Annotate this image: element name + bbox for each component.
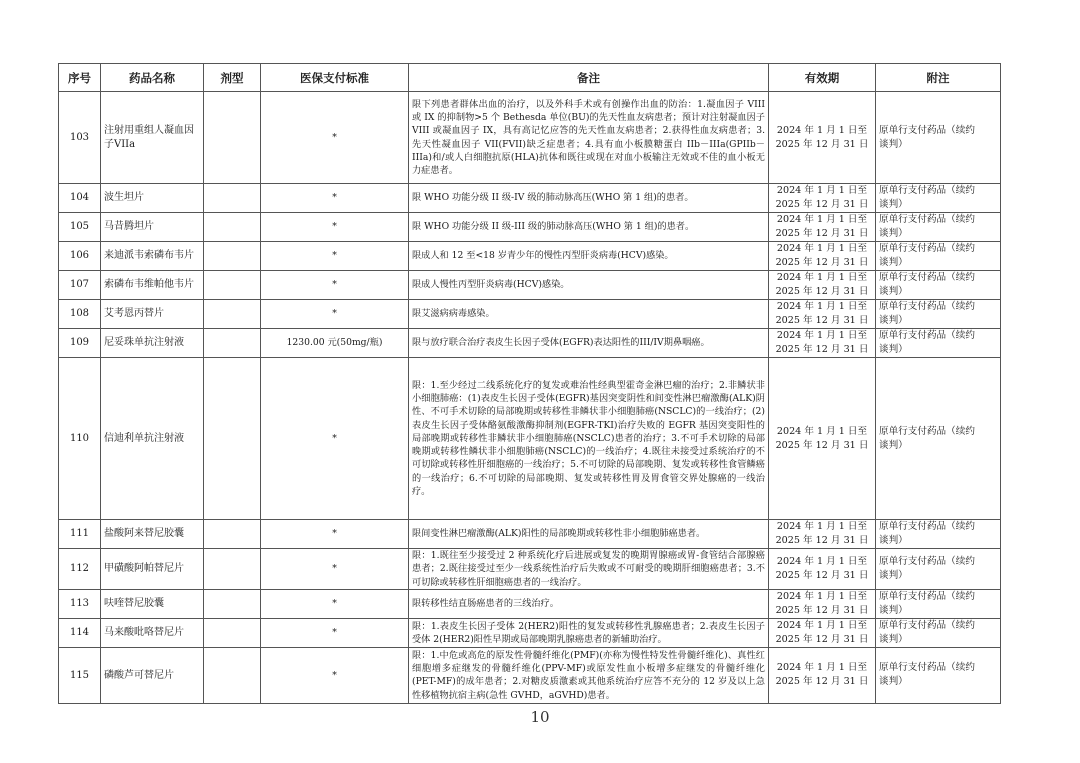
drug-name: 尼妥珠单抗注射液 [101, 329, 204, 358]
dosage-form [204, 92, 261, 184]
attachment-note [876, 520, 1001, 549]
drug-name: 马来酸吡咯替尼片 [101, 618, 204, 647]
validity-start: 2024 年 1 月 1 日至 [776, 185, 868, 196]
attachment-note-line2: 谈判） [879, 315, 908, 326]
drug-name: 盐酸阿来替尼胶囊 [101, 520, 204, 549]
attachment-note-line2: 谈判） [879, 439, 908, 451]
table-body [59, 92, 1001, 704]
drug-name: 磷酸芦可替尼片 [101, 647, 204, 703]
remarks: 限成人和 12 至<18 岁青少年的慢性丙型肝炎病毒(HCV)感染。 [409, 242, 769, 271]
validity-period [769, 589, 876, 618]
attachment-note [876, 300, 1001, 329]
remarks: 限：1.至少经过二线系统化疗的复发或难治性经典型霍奇金淋巴瘤的治疗；2.非鳞状非小细胞肺癌：(1)表皮生长因子受体(EGFR)基因突变阴性和间变性淋巴瘤激酶(ALK)阴性、不可手术切除的局部晚期或转移性非鳞状非小细胞肺癌(NSCLC)的一线治疗；(2)表皮生长因子受体酪氨酸激酶抑制剂(EGFR-TKI)治疗失败的 EGFR 基因突变阳性的局部晚期或转移性非鳞状非小细胞肺癌(NSCLC)患者的治疗；3.不可手术切除的局部晚期或转移性鳞状非小细胞肺癌(NSCLC)的一线治疗；4.既往未接受过系统治疗的不可切除或转移性肝细胞癌的一线治疗；5.不可切除的局部晚期、复发或转移性食管鳞癌的一线治疗；6.不可切除的局部晚期、复发或转移性胃及胃食管交界处腺癌的一线治疗。 [409, 358, 769, 520]
payment-standard: * [261, 647, 409, 703]
drug-name: 艾考恩丙替片 [101, 300, 204, 329]
validity-period [769, 271, 876, 300]
payment-standard: * [261, 184, 409, 213]
row-number: 114 [59, 618, 101, 647]
attachment-note-line2: 谈判） [879, 344, 908, 355]
attachment-note [876, 647, 1001, 703]
validity-start: 2024 年 1 月 1 日至 [776, 425, 868, 437]
remarks: 限转移性结直肠癌患者的三线治疗。 [409, 589, 769, 618]
payment-standard: * [261, 520, 409, 549]
page-number: 10 [530, 708, 550, 726]
header-no: 序号 [59, 64, 101, 92]
table-row [59, 213, 1001, 242]
attachment-note-line2: 谈判） [879, 199, 908, 210]
attachment-note-line1: 原单行支付药品（续约 [879, 662, 975, 674]
header-payment-standard: 医保支付标准 [261, 64, 409, 92]
drug-name: 注射用重组人凝血因子VIIa [101, 92, 204, 184]
validity-end: 2025 年 12 月 31 日 [775, 676, 869, 688]
validity-end: 2025 年 12 月 31 日 [775, 344, 869, 355]
table-row [59, 618, 1001, 647]
validity-period [769, 549, 876, 590]
dosage-form [204, 647, 261, 703]
dosage-form [204, 549, 261, 590]
validity-start: 2024 年 1 月 1 日至 [776, 301, 868, 312]
validity-start: 2024 年 1 月 1 日至 [776, 214, 868, 225]
remarks: 限艾滋病病毒感染。 [409, 300, 769, 329]
remarks: 限成人慢性丙型肝炎病毒(HCV)感染。 [409, 271, 769, 300]
validity-start: 2024 年 1 月 1 日至 [776, 272, 868, 283]
validity-end: 2025 年 12 月 31 日 [775, 535, 869, 546]
dosage-form [204, 300, 261, 329]
row-number: 106 [59, 242, 101, 271]
row-number: 109 [59, 329, 101, 358]
validity-period [769, 647, 876, 703]
attachment-note-line1: 原单行支付药品（续约 [879, 301, 975, 312]
validity-start: 2024 年 1 月 1 日至 [776, 590, 868, 602]
attachment-note-line2: 谈判） [879, 286, 908, 297]
attachment-note [876, 271, 1001, 300]
row-number: 107 [59, 271, 101, 300]
validity-start: 2024 年 1 月 1 日至 [776, 521, 868, 532]
validity-period [769, 213, 876, 242]
table-row [59, 589, 1001, 618]
attachment-note-line2: 谈判） [879, 676, 908, 688]
attachment-note-line1: 原单行支付药品（续约 [879, 619, 975, 631]
attachment-note [876, 184, 1001, 213]
drug-name: 马昔腾坦片 [101, 213, 204, 242]
dosage-form [204, 242, 261, 271]
row-number: 115 [59, 647, 101, 703]
attachment-note-line2: 谈判） [879, 228, 908, 239]
validity-start: 2024 年 1 月 1 日至 [776, 619, 868, 631]
attachment-note-line1: 原单行支付药品（续约 [879, 425, 975, 437]
attachment-note-line2: 谈判） [879, 535, 908, 546]
validity-start: 2024 年 1 月 1 日至 [776, 330, 868, 341]
remarks: 限 WHO 功能分级 II 级-IV 级的肺动脉高压(WHO 第 1 组)的患者。 [409, 184, 769, 213]
dosage-form [204, 589, 261, 618]
drug-name: 波生坦片 [101, 184, 204, 213]
payment-standard: * [261, 242, 409, 271]
header-dosage-form: 剂型 [204, 64, 261, 92]
dosage-form [204, 184, 261, 213]
attachment-note-line1: 原单行支付药品（续约 [879, 214, 975, 225]
attachment-note-line1: 原单行支付药品（续约 [879, 330, 975, 341]
validity-end: 2025 年 12 月 31 日 [775, 439, 869, 451]
drug-name: 甲磺酸阿帕替尼片 [101, 549, 204, 590]
remarks: 限下列患者群体出血的治疗，以及外科手术或有创操作出血的防治：1.凝血因子 VIII 或 IX 的抑制物>5 个 Bethesda 单位(BU)的先天性血友病患者；预计对注射凝血因子 VIII 或凝血因子 IX，具有高记忆应答的先天性血友病患者；2.获得性血友病患者；3.先天性凝血因子 VII(FVII)缺乏症患者；4.具有血小板膜糖蛋白 IIb－IIIa(GPIIb－IIIa)和/或人白细胞抗原(HLA)抗体和既往或现在对血小板输注无效或不佳的血小板无力症患者。 [409, 92, 769, 184]
validity-start: 2024 年 1 月 1 日至 [776, 662, 868, 674]
attachment-note-line2: 谈判） [879, 604, 908, 616]
attachment-note-line1: 原单行支付药品（续约 [879, 521, 975, 532]
payment-standard: * [261, 358, 409, 520]
remarks: 限：1.中危或高危的原发性骨髓纤维化(PMF)(亦称为慢性特发性骨髓纤维化)、真性红细胞增多症继发的骨髓纤维化(PPV-MF)或原发性血小板增多症继发的骨髓纤维化(PET-MF)的成年患者；2.对糖皮质激素或其他系统治疗应答不充分的 12 岁及以上急性移植物抗宿主病(急性 GVHD，aGVHD)患者。 [409, 647, 769, 703]
table-row [59, 520, 1001, 549]
table-row [59, 300, 1001, 329]
row-number: 108 [59, 300, 101, 329]
drug-table [58, 63, 1001, 704]
attachment-note-line1: 原单行支付药品（续约 [879, 124, 975, 136]
header-remarks: 备注 [409, 64, 769, 92]
validity-period [769, 358, 876, 520]
header-attachment-note: 附注 [876, 64, 1001, 92]
payment-standard: * [261, 271, 409, 300]
drug-name: 呋喹替尼胶囊 [101, 589, 204, 618]
payment-standard: * [261, 300, 409, 329]
header-validity: 有效期 [769, 64, 876, 92]
row-number: 103 [59, 92, 101, 184]
drug-name: 来迪派韦索磷布韦片 [101, 242, 204, 271]
row-number: 113 [59, 589, 101, 618]
validity-period [769, 618, 876, 647]
attachment-note-line2: 谈判） [879, 633, 908, 645]
table-row [59, 92, 1001, 184]
drug-name: 信迪利单抗注射液 [101, 358, 204, 520]
dosage-form [204, 358, 261, 520]
attachment-note-line1: 原单行支付药品（续约 [879, 185, 975, 196]
validity-period [769, 520, 876, 549]
validity-start: 2024 年 1 月 1 日至 [776, 124, 868, 136]
validity-period [769, 329, 876, 358]
table-row [59, 358, 1001, 520]
attachment-note-line2: 谈判） [879, 257, 908, 268]
attachment-note-line1: 原单行支付药品（续约 [879, 272, 975, 283]
attachment-note [876, 329, 1001, 358]
validity-end: 2025 年 12 月 31 日 [775, 569, 869, 581]
row-number: 112 [59, 549, 101, 590]
validity-period [769, 300, 876, 329]
remarks: 限 WHO 功能分级 II 级-III 级的肺动脉高压(WHO 第 1 组)的患者。 [409, 213, 769, 242]
validity-end: 2025 年 12 月 31 日 [775, 257, 869, 268]
dosage-form [204, 520, 261, 549]
attachment-note [876, 92, 1001, 184]
validity-end: 2025 年 12 月 31 日 [775, 315, 869, 326]
payment-standard: * [261, 92, 409, 184]
attachment-note [876, 242, 1001, 271]
row-number: 111 [59, 520, 101, 549]
validity-start: 2024 年 1 月 1 日至 [776, 555, 868, 567]
attachment-note-line1: 原单行支付药品（续约 [879, 555, 975, 567]
validity-start: 2024 年 1 月 1 日至 [776, 243, 868, 254]
dosage-form [204, 618, 261, 647]
row-number: 104 [59, 184, 101, 213]
dosage-form [204, 271, 261, 300]
validity-end: 2025 年 12 月 31 日 [775, 199, 869, 210]
validity-period [769, 242, 876, 271]
validity-period [769, 184, 876, 213]
attachment-note-line2: 谈判） [879, 569, 908, 581]
table-row [59, 549, 1001, 590]
validity-end: 2025 年 12 月 31 日 [775, 286, 869, 297]
validity-end: 2025 年 12 月 31 日 [775, 228, 869, 239]
attachment-note-line1: 原单行支付药品（续约 [879, 590, 975, 602]
attachment-note-line1: 原单行支付药品（续约 [879, 243, 975, 254]
validity-period [769, 92, 876, 184]
payment-standard: * [261, 589, 409, 618]
validity-end: 2025 年 12 月 31 日 [775, 138, 869, 150]
attachment-note [876, 358, 1001, 520]
attachment-note-line2: 谈判） [879, 138, 908, 150]
attachment-note [876, 618, 1001, 647]
payment-standard: * [261, 213, 409, 242]
header-drug-name: 药品名称 [101, 64, 204, 92]
row-number: 110 [59, 358, 101, 520]
dosage-form [204, 329, 261, 358]
table-header-row [59, 64, 1001, 92]
remarks: 限：1.既往至少接受过 2 种系统化疗后进展或复发的晚期胃腺癌或胃-食管结合部腺癌患者；2.既往接受过至少一线系统性治疗后失败或不可耐受的晚期肝细胞癌患者；3.不可切除或转移性肝细胞癌患者的一线治疗。 [409, 549, 769, 590]
row-number: 105 [59, 213, 101, 242]
table-row [59, 329, 1001, 358]
payment-standard: * [261, 549, 409, 590]
dosage-form [204, 213, 261, 242]
attachment-note [876, 589, 1001, 618]
table-row [59, 184, 1001, 213]
table-row [59, 271, 1001, 300]
attachment-note [876, 213, 1001, 242]
attachment-note [876, 549, 1001, 590]
validity-end: 2025 年 12 月 31 日 [775, 633, 869, 645]
payment-standard: * [261, 618, 409, 647]
remarks: 限：1.表皮生长因子受体 2(HER2)阳性的复发或转移性乳腺癌患者；2.表皮生长因子受体 2(HER2)阳性早期或局部晚期乳腺癌患者的新辅助治疗。 [409, 618, 769, 647]
payment-standard: 1230.00 元(50mg/瓶) [261, 329, 409, 358]
remarks: 限与放疗联合治疗表皮生长因子受体(EGFR)表达阳性的III/IV期鼻咽癌。 [409, 329, 769, 358]
table-row [59, 242, 1001, 271]
remarks: 限间变性淋巴瘤激酶(ALK)阳性的局部晚期或转移性非小细胞肺癌患者。 [409, 520, 769, 549]
table-row [59, 647, 1001, 703]
validity-end: 2025 年 12 月 31 日 [775, 604, 869, 616]
drug-name: 索磷布韦维帕他韦片 [101, 271, 204, 300]
